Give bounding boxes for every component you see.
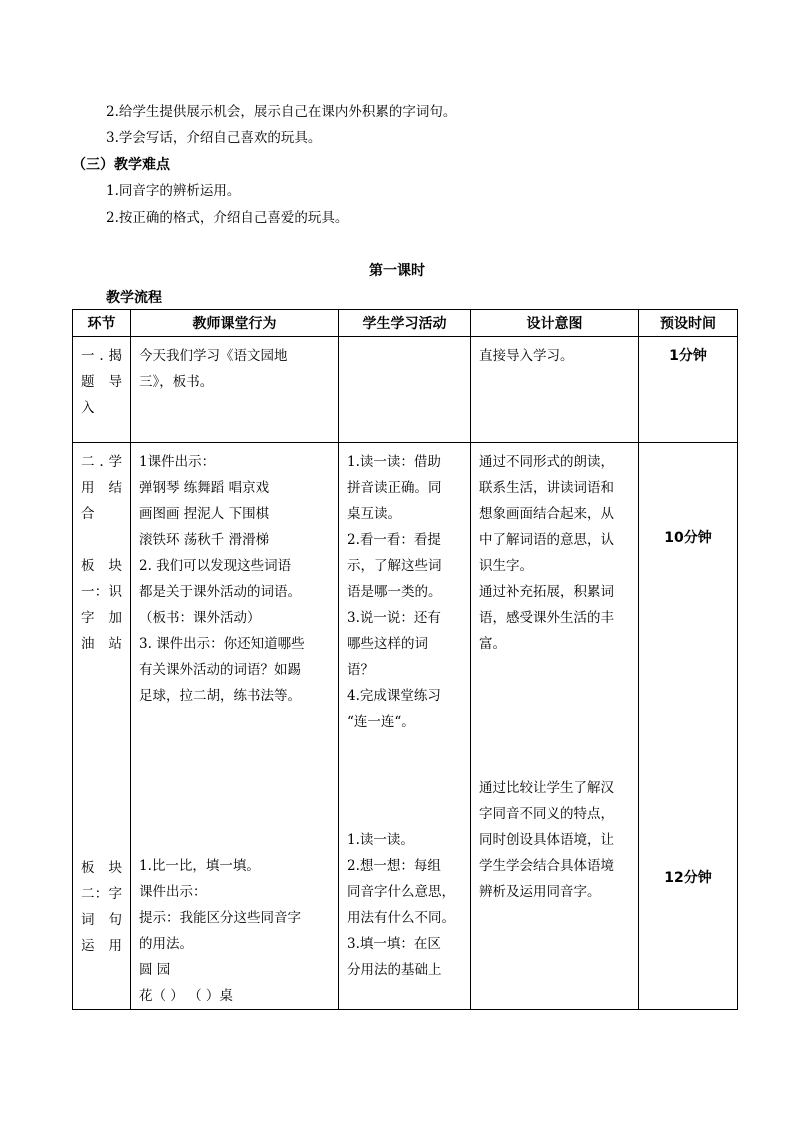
cell-line: 画图画 捏泥人 下围棋 [139, 506, 270, 522]
intent-text [471, 443, 638, 905]
cell-line: 二.学 [81, 454, 122, 470]
teacher-lines-b [139, 853, 330, 1009]
cell-line: 学生学会结合具体语境 [479, 858, 614, 874]
objective-item-2: 2.给学生提供展示机会，展示自己在课内外积累的字词句。 [106, 104, 457, 120]
cell-line: 滚铁环 荡秋千 滑滑梯 [139, 532, 270, 548]
cell-line: 一.揭 [81, 348, 122, 364]
intent-cell [471, 337, 639, 443]
cell-line: 课件出示： [139, 884, 207, 900]
cell-line: 1.读一读。 [347, 832, 414, 848]
table-row [73, 443, 738, 1010]
cell-line: 直接导入学习。 [479, 348, 574, 364]
cell-line: 3.填一填：在区 [347, 936, 441, 952]
stage-text [73, 443, 130, 959]
cell-line: 弹钢琴 练舞蹈 唱京戏 [139, 480, 270, 496]
cell-line: 足球，拉二胡，练书法等。 [139, 688, 301, 704]
teaching-flow-table [72, 309, 738, 1010]
teacher-cell [131, 337, 339, 443]
cell-line: 提示：我能区分这些同音字 [139, 910, 301, 926]
student-text [339, 443, 470, 983]
cell-line: 都是关于课外活动的词语。 [139, 584, 301, 600]
student-lines-b [347, 827, 462, 983]
teacher-lines-a [139, 449, 330, 709]
cell-line: 2.看一看：看提 [347, 532, 441, 548]
cell-line: 3. 课件出示：你还知道哪些 [139, 636, 305, 652]
cell-line: 题 导 [81, 374, 122, 390]
cell-line [81, 527, 122, 553]
cell-line: 语是哪一类的。 [347, 584, 442, 600]
lesson-title: 第一课时 [369, 263, 425, 279]
cell-line: 3.说一说：还有 [347, 610, 441, 626]
table-header-row [73, 310, 738, 337]
difficulty-item-1: 1.同音字的辨析运用。 [106, 183, 241, 199]
cell-line: 识生字。 [479, 558, 533, 574]
cell-line: 花（ ） （ ）桌 [139, 988, 233, 1004]
stage-cell [73, 337, 131, 443]
time-cell [639, 443, 738, 1010]
header-teacher: 教师课堂行为 [131, 310, 339, 337]
cell-line: 中了解词语的意思，认 [479, 532, 614, 548]
stage-text [73, 337, 130, 421]
cell-line: 2.想一想：每组 [347, 858, 441, 874]
cell-line: 二：字 [81, 886, 122, 902]
cell-line: 语？ [347, 662, 374, 678]
time-value: 1分钟 [669, 348, 707, 364]
cell-line: 4.完成课堂练习 [347, 688, 441, 704]
cell-line: 联系生活，讲读词语和 [479, 480, 614, 496]
cell-line: 语，感受课外生活的丰 [479, 610, 614, 626]
intent-lines-a [479, 449, 630, 657]
cell-line: 字 加 [81, 610, 122, 626]
cell-line: 板 块 [81, 860, 122, 876]
cell-line: 油站 [81, 636, 122, 652]
cell-line: 通过比较让学生了解汉 [479, 780, 614, 796]
cell-line: 拼音读正确。同 [347, 480, 442, 496]
cell-line: 哪些这样的词 [347, 636, 428, 652]
cell-line: 合 [81, 506, 95, 522]
table-row [73, 337, 738, 443]
cell-line: 词 句 [81, 912, 122, 928]
student-text [339, 337, 470, 343]
teacher-text [131, 443, 338, 1009]
student-cell [339, 337, 471, 443]
cell-line: 圆 园 [139, 962, 171, 978]
cell-line: 一：识 [81, 584, 122, 600]
cell-line: 辨析及运用同音字。 [479, 884, 601, 900]
cell-line: 的用法。 [139, 936, 193, 952]
cell-line: 用 结 [81, 480, 122, 496]
objective-item-3: 3.学会写话，介绍自己喜欢的玩具。 [106, 130, 322, 146]
cell-line: 富。 [479, 636, 506, 652]
cell-line: 示，了解这些词 [347, 558, 442, 574]
cell-line: 用法有什么不同。 [347, 910, 455, 926]
cell-line: 三》，板书。 [139, 374, 214, 390]
header-time: 预设时间 [639, 310, 738, 337]
cell-line: 1课件出示： [139, 454, 216, 470]
flow-heading: 教学流程 [106, 290, 162, 306]
cell-line: 今天我们学习《语文园地 [139, 348, 288, 364]
cell-line: 字同音不同义的特点， [479, 806, 614, 822]
stage-cell [73, 443, 131, 1010]
cell-line: 板 块 [81, 558, 122, 574]
cell-line: 通过补充拓展，积累词 [479, 584, 614, 600]
cell-line: 桌互读。 [347, 506, 401, 522]
cell-line: “连一连“。 [347, 714, 415, 730]
student-cell [339, 443, 471, 1010]
intent-lines-b [479, 775, 630, 905]
cell-line: 运用 [81, 938, 122, 954]
cell-line: 想象画面结合起来，从 [479, 506, 614, 522]
difficulty-item-2: 2.按正确的格式，介绍自己喜爱的玩具。 [106, 210, 349, 226]
cell-line: 2. 我们可以发现这些词语 [139, 558, 292, 574]
cell-line: 入 [81, 400, 95, 416]
time-value: 12分钟 [664, 870, 712, 886]
intent-text [471, 337, 638, 369]
intent-cell [471, 443, 639, 1010]
stage-lines-b [81, 855, 122, 959]
cell-line: 1.比一比，填一填。 [139, 858, 260, 874]
time-cell [639, 337, 738, 443]
header-student: 学生学习活动 [339, 310, 471, 337]
cell-line: 分用法的基础上 [347, 962, 442, 978]
cell-line: 同时创设具体语境，让 [479, 832, 614, 848]
header-intent: 设计意图 [471, 310, 639, 337]
teacher-text [131, 337, 338, 395]
cell-line: 1.读一读：借助 [347, 454, 441, 470]
cell-line: 有关课外活动的词语？如踢 [139, 662, 301, 678]
cell-line: （板书：课外活动） [139, 610, 261, 626]
student-lines-a [347, 449, 462, 735]
stage-lines-a [81, 449, 122, 657]
time-value: 10分钟 [664, 530, 712, 546]
cell-line: 通过不同形式的朗读， [479, 454, 614, 470]
difficulty-heading: （三）教学难点 [72, 157, 170, 173]
teacher-cell [131, 443, 339, 1010]
header-stage: 环节 [73, 310, 131, 337]
cell-line: 同音字什么意思， [347, 884, 455, 900]
